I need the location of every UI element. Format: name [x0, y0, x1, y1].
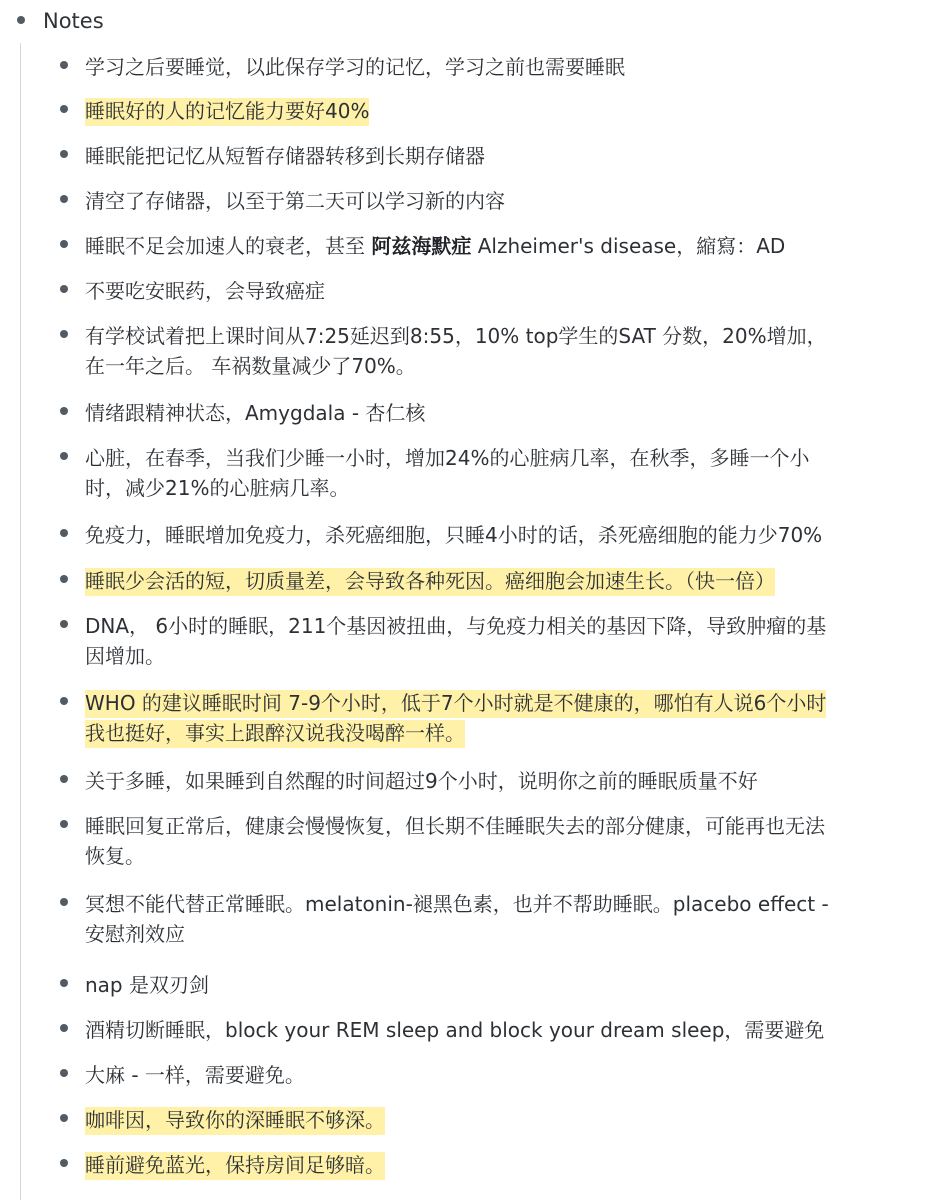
list-item-text[interactable] — [85, 970, 925, 1000]
list-item-text[interactable] — [85, 1015, 925, 1045]
list-item-text[interactable] — [85, 520, 925, 550]
list-item-line: DNA， 6小时的睡眠，211个基因被扭曲，与免疫力相关的基因下降，导致肿瘤的基 — [85, 614, 827, 638]
list-item-line: 冥想不能代替正常睡眠。melatonin-褪黑色素，也并不帮助睡眠。placebo effect - — [85, 892, 829, 916]
list-item-text[interactable] — [85, 1150, 925, 1180]
list-item-line: 免疫力，睡眠增加免疫力，杀死癌细胞，只睡4小时的话，杀死癌细胞的能力少70% — [85, 523, 823, 547]
list-item-text[interactable] — [85, 766, 925, 796]
bullet-icon[interactable] — [60, 240, 68, 248]
bullet-icon[interactable] — [60, 407, 68, 415]
list-item-text[interactable] — [85, 566, 925, 596]
list-item-text[interactable] — [85, 276, 925, 306]
outline-item-label[interactable]: Notes — [43, 9, 104, 33]
list-item[interactable] — [0, 970, 947, 1000]
list-item-line: 因增加。 — [85, 644, 165, 668]
bullet-icon[interactable] — [60, 285, 68, 293]
list-item-text[interactable] — [85, 688, 925, 748]
list-item-text[interactable] — [85, 443, 925, 503]
list-item-text[interactable] — [85, 96, 925, 126]
list-item[interactable] — [0, 443, 947, 503]
bullet-icon[interactable] — [60, 452, 68, 460]
list-item[interactable] — [0, 321, 947, 381]
bullet-icon[interactable] — [60, 1159, 68, 1167]
list-item-line: WHO 的建议睡眠时间 7-9个小时，低于7个小时就是不健康的，哪怕有人说6个小时 — [85, 690, 826, 718]
list-item-text[interactable] — [85, 186, 925, 216]
list-item-line: 酒精切断睡眠，block your REM sleep and block your dream sleep，需要避免 — [85, 1018, 825, 1042]
list-item-line: 睡眠好的人的记忆能力要好40% — [85, 98, 369, 126]
list-item-line: 关于多睡，如果睡到自然醒的时间超过9个小时，说明你之前的睡眠质量不好 — [85, 769, 758, 793]
list-item[interactable] — [0, 611, 947, 671]
list-item-text[interactable] — [85, 231, 925, 261]
list-item[interactable] — [0, 186, 947, 216]
text-segment: 睡眠不足会加速人的衰老，甚至 — [85, 234, 372, 258]
bullet-icon[interactable] — [60, 620, 68, 628]
list-item-text[interactable] — [85, 141, 925, 171]
list-item[interactable] — [0, 1150, 947, 1180]
bullet-icon[interactable] — [60, 775, 68, 783]
list-item-text[interactable] — [85, 1060, 925, 1090]
bullet-icon[interactable] — [60, 150, 68, 158]
list-item-line: 清空了存储器，以至于第二天可以学习新的内容 — [85, 189, 505, 213]
list-item-line: 安慰剂效应 — [85, 922, 185, 946]
list-item[interactable] — [0, 276, 947, 306]
list-item[interactable] — [0, 1060, 947, 1090]
list-item-line: 睡眠少会活的短，切质量差，会导致各种死因。癌细胞会加速生长。（快一倍） — [85, 568, 775, 596]
list-item-line: 学习之后要睡觉，以此保存学习的记忆，学习之前也需要睡眠 — [85, 55, 625, 79]
list-item-text[interactable] — [85, 321, 925, 381]
bullet-icon[interactable] — [60, 1024, 68, 1032]
list-item-line: 我也挺好，事实上跟醉汉说我没喝醉一样。 — [85, 720, 465, 748]
list-item[interactable] — [0, 520, 947, 550]
list-item-line — [85, 234, 785, 258]
list-item-text[interactable] — [85, 1105, 925, 1135]
bullet-icon[interactable] — [60, 330, 68, 338]
list-item-text[interactable] — [85, 398, 925, 428]
list-item-line: 在一年之后。 车祸数量减少了70%。 — [85, 354, 416, 378]
list-item-line: 睡前避免蓝光，保持房间足够暗。 — [85, 1152, 385, 1180]
list-item[interactable] — [0, 231, 947, 261]
bullet-icon[interactable] — [60, 195, 68, 203]
list-item[interactable] — [0, 889, 947, 949]
bullet-icon[interactable] — [60, 1114, 68, 1122]
text-segment: Alzheimer's disease，縮寫：AD — [471, 234, 786, 258]
list-item-line: 大麻 - 一样，需要避免。 — [85, 1063, 305, 1087]
bullet-icon[interactable] — [60, 1069, 68, 1077]
bullet-icon[interactable] — [60, 979, 68, 987]
list-item-text[interactable] — [85, 52, 925, 82]
list-item-line: 有学校试着把上课时间从7:25延迟到8:55，10% top学生的SAT 分数，20%增加， — [85, 324, 827, 348]
list-item-line: 睡眠能把记忆从短暂存储器转移到长期存储器 — [85, 144, 485, 168]
list-item[interactable] — [0, 96, 947, 126]
list-item-line: 不要吃安眠药，会导致癌症 — [85, 279, 325, 303]
list-item-text[interactable] — [85, 611, 925, 671]
bullet-icon[interactable] — [60, 61, 68, 69]
list-item[interactable] — [0, 398, 947, 428]
list-item-line: nap 是双刃剑 — [85, 973, 209, 997]
list-item[interactable] — [0, 688, 947, 748]
list-item-line: 情绪跟精神状态，Amygdala - 杏仁核 — [85, 401, 426, 425]
list-item[interactable] — [0, 52, 947, 82]
list-item[interactable] — [0, 141, 947, 171]
list-item-line: 睡眠回复正常后，健康会慢慢恢复，但长期不佳睡眠失去的部分健康，可能再也无法 — [85, 814, 825, 838]
bullet-icon[interactable] — [60, 820, 68, 828]
list-item-text[interactable] — [85, 889, 925, 949]
list-item[interactable] — [0, 1105, 947, 1135]
list-item-line: 咖啡因，导致你的深睡眠不够深。 — [85, 1107, 385, 1135]
list-item[interactable] — [0, 1015, 947, 1045]
list-item-line: 恢复。 — [85, 844, 145, 868]
list-item[interactable] — [0, 811, 947, 871]
bullet-icon[interactable] — [60, 697, 68, 705]
list-item-line: 时，减少21%的心脏病几率。 — [85, 476, 350, 500]
bullet-icon[interactable] — [60, 575, 68, 583]
list-item[interactable] — [0, 566, 947, 596]
list-item-line: 心脏，在春季，当我们少睡一小时，增加24%的心脏病几率，在秋季，多睡一个小 — [85, 446, 810, 470]
bold-text: 阿兹海默症 — [371, 234, 472, 258]
bullet-icon[interactable] — [60, 529, 68, 537]
list-item-text[interactable] — [85, 811, 925, 871]
bullet-icon[interactable] — [60, 898, 68, 906]
list-item[interactable] — [0, 766, 947, 796]
bullet-icon[interactable] — [60, 105, 68, 113]
